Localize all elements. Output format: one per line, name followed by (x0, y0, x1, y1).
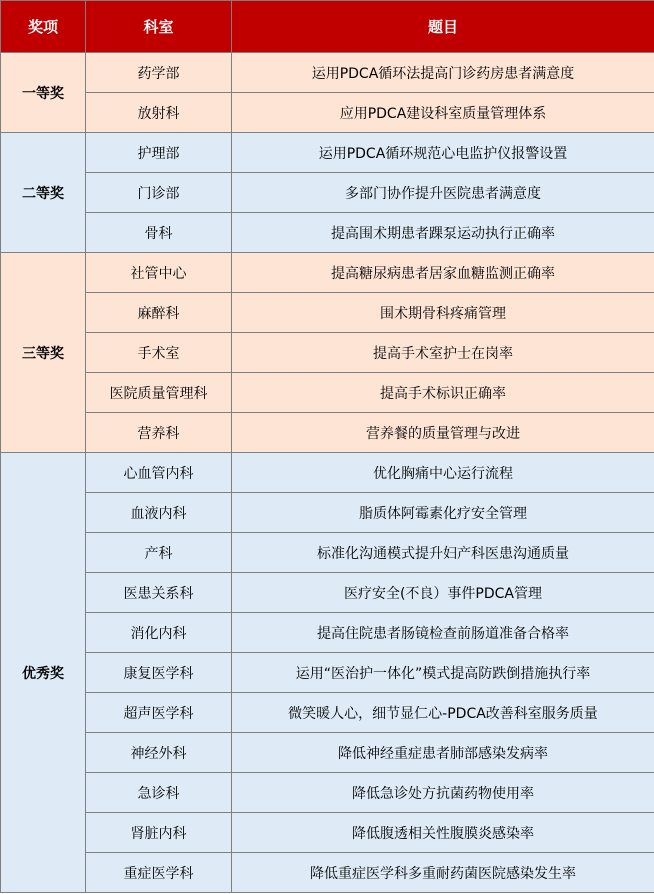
topic-cell: 提高住院患者肠镜检查前肠道准备合格率 (232, 613, 654, 653)
table-row (1, 413, 654, 453)
department-cell: 医院质量管理科 (86, 373, 232, 413)
header-department: 科室 (86, 1, 232, 53)
award-excellent: 优秀奖 (1, 453, 86, 893)
department-cell: 急诊科 (86, 773, 232, 813)
table-row (1, 93, 654, 133)
department-cell: 康复医学科 (86, 653, 232, 693)
topic-cell: 多部门协作提升医院患者满意度 (232, 173, 654, 213)
department-cell: 麻醉科 (86, 293, 232, 333)
header-row (1, 1, 654, 53)
department-cell: 药学部 (86, 53, 232, 93)
topic-cell: 提高糖尿病患者居家血糖监测正确率 (232, 253, 654, 293)
department-cell: 护理部 (86, 133, 232, 173)
topic-cell: 脂质体阿霉素化疗安全管理 (232, 493, 654, 533)
topic-cell: 医疗安全(不良）事件PDCA管理 (232, 573, 654, 613)
table-row (1, 773, 654, 813)
department-cell: 手术室 (86, 333, 232, 373)
topic-cell: 应用PDCA建设科室质量管理体系 (232, 93, 654, 133)
department-cell: 骨科 (86, 213, 232, 253)
table-row (1, 173, 654, 213)
topic-cell: 营养餐的质量管理与改进 (232, 413, 654, 453)
header-award: 奖项 (1, 1, 86, 53)
table-row (1, 613, 654, 653)
topic-cell: 降低腹透相关性腹膜炎感染率 (232, 813, 654, 853)
award-first: 一等奖 (1, 53, 86, 133)
department-cell: 放射科 (86, 93, 232, 133)
table-row (1, 253, 654, 293)
table-row (1, 853, 654, 893)
table-header (1, 1, 654, 53)
table-row (1, 373, 654, 413)
table-row (1, 213, 654, 253)
award-third: 三等奖 (1, 253, 86, 453)
department-cell: 肾脏内科 (86, 813, 232, 853)
department-cell: 重症医学科 (86, 853, 232, 893)
topic-cell: 运用PDCA循环规范心电监护仪报警设置 (232, 133, 654, 173)
department-cell: 医患关系科 (86, 573, 232, 613)
topic-cell: 降低神经重症患者肺部感染发病率 (232, 733, 654, 773)
topic-cell: 降低重症医学科多重耐药菌医院感染发生率 (232, 853, 654, 893)
department-cell: 产科 (86, 533, 232, 573)
table-row (1, 453, 654, 493)
topic-cell: 提高手术室护士在岗率 (232, 333, 654, 373)
table-row (1, 813, 654, 853)
table-row (1, 133, 654, 173)
table-row (1, 493, 654, 533)
table-row (1, 653, 654, 693)
topic-cell: 围术期骨科疼痛管理 (232, 293, 654, 333)
table-row (1, 693, 654, 733)
table-row (1, 333, 654, 373)
topic-cell: 运用“医治护一体化”模式提高防跌倒措施执行率 (232, 653, 654, 693)
department-cell: 门诊部 (86, 173, 232, 213)
topic-cell: 优化胸痛中心运行流程 (232, 453, 654, 493)
department-cell: 超声医学科 (86, 693, 232, 733)
topic-cell: 微笑暖人心，细节显仁心-PDCA改善科室服务质量 (232, 693, 654, 733)
topic-cell: 运用PDCA循环法提高门诊药房患者满意度 (232, 53, 654, 93)
award-second: 二等奖 (1, 133, 86, 253)
department-cell: 心血管内科 (86, 453, 232, 493)
topic-cell: 提高围术期患者踝泵运动执行正确率 (232, 213, 654, 253)
department-cell: 消化内科 (86, 613, 232, 653)
topic-cell: 标准化沟通模式提升妇产科医患沟通质量 (232, 533, 654, 573)
department-cell: 营养科 (86, 413, 232, 453)
table-row (1, 293, 654, 333)
table-row (1, 533, 654, 573)
topic-cell: 提高手术标识正确率 (232, 373, 654, 413)
table-row (1, 573, 654, 613)
table-row (1, 733, 654, 773)
department-cell: 血液内科 (86, 493, 232, 533)
topic-cell: 降低急诊处方抗菌药物使用率 (232, 773, 654, 813)
table-body (1, 53, 654, 893)
table-row (1, 53, 654, 93)
department-cell: 社管中心 (86, 253, 232, 293)
header-topic: 题目 (232, 1, 654, 53)
department-cell: 神经外科 (86, 733, 232, 773)
